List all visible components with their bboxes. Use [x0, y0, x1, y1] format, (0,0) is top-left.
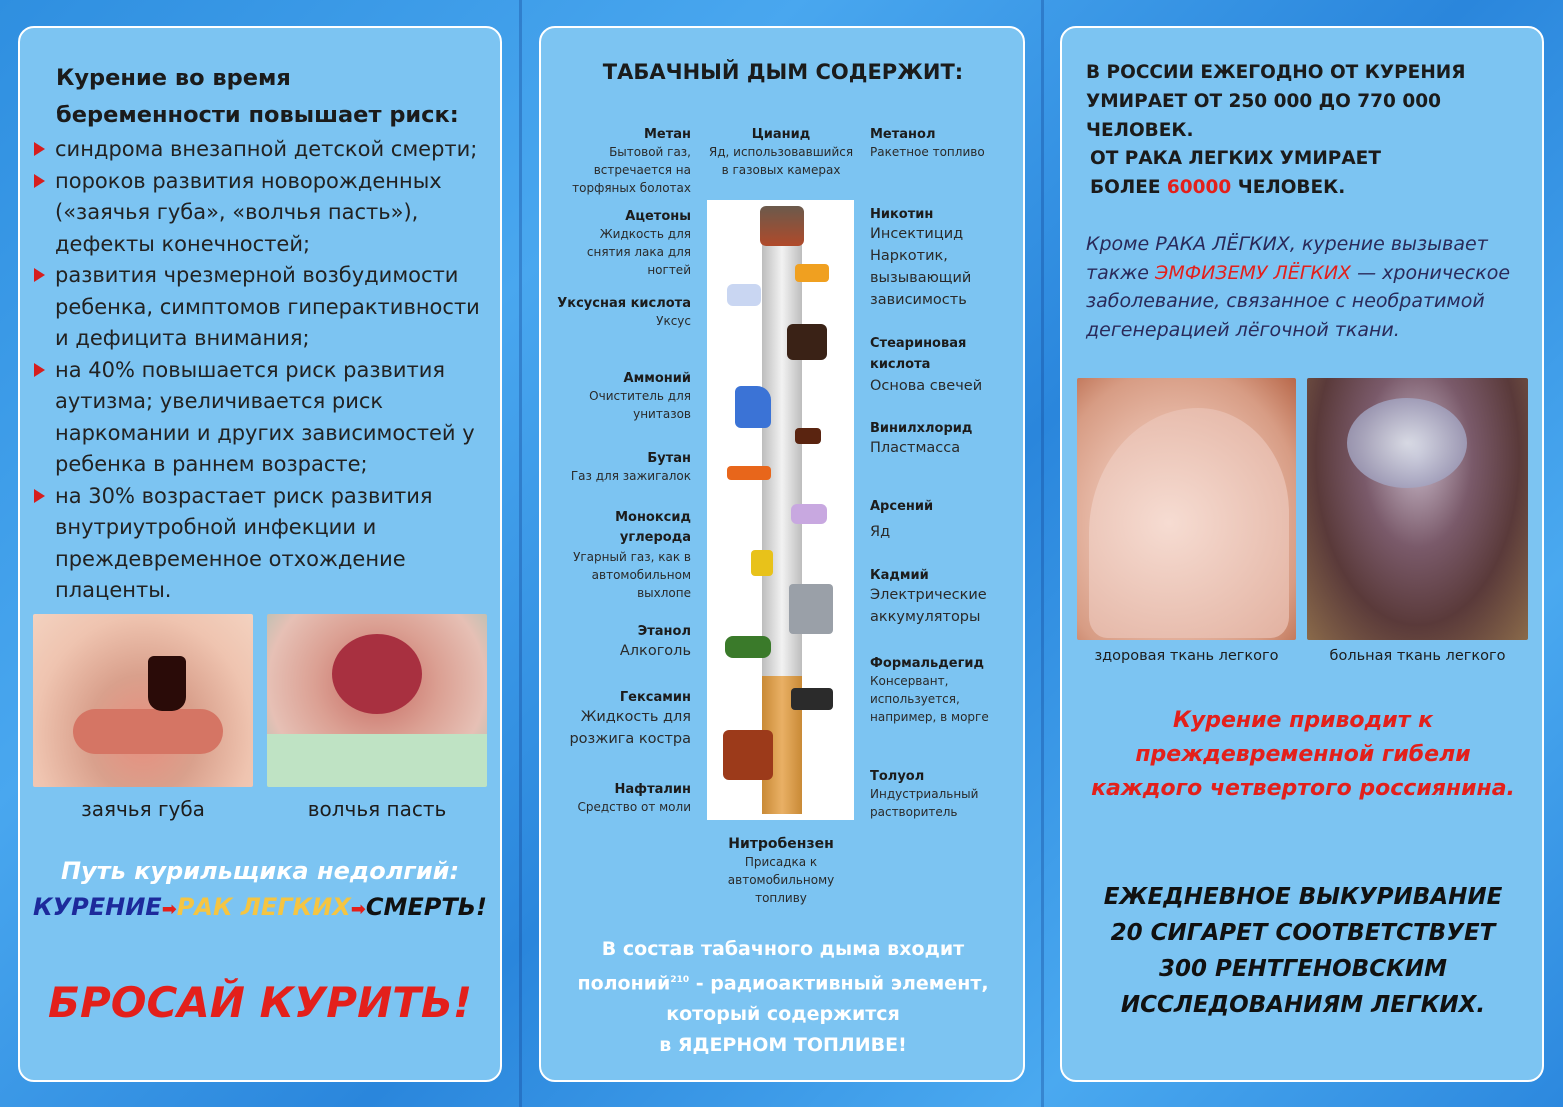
chem-naphthalene: Нафталин Средство от моли: [577, 782, 691, 814]
battery-icon: [787, 324, 827, 360]
bottle-icon: [727, 284, 761, 306]
cleft-lip-photo: [33, 614, 253, 787]
chem-vinyl-chloride: Винилхлорид Пластмасса: [870, 421, 973, 456]
chem-nitrobenzene: Нитробензен Присадка к автомобильному топливу: [727, 836, 835, 905]
quit-smoking-slogan: БРОСАЙ КУРИТЬ!: [47, 978, 473, 1027]
lung-cancer-stat: ОТ РАКА ЛЕГКИХ УМИРАЕТ БОЛЕЕ 60000 ЧЕЛОВЕК.: [1090, 148, 1381, 198]
emphysema-note: Кроме РАКА ЛЁГКИХ, курение вызывает также ЭМФИЗЕМУ ЛЁГКИХ — хроническое заболевание, связанное с необратимой дегенерацией лёгочной ткани.: [1086, 233, 1511, 341]
mouth-shape: [332, 634, 422, 714]
lung-damage-shape: [1347, 398, 1467, 488]
lip-shape: [73, 709, 223, 754]
path-cancer: РАК ЛЕГКИХ: [176, 893, 351, 921]
box-icon: [723, 730, 773, 780]
fold-line-left: [519, 0, 522, 1107]
chem-cadmium: Кадмий Электрические аккумуляторы: [870, 568, 987, 625]
xray-equivalence-note: ЕЖЕДНЕВНОЕ ВЫКУРИВАНИЕ 20 СИГАРЕТ СООТВЕТСТВУЕТ 300 РЕНТГЕНОВСКИМ ИССЛЕДОВАНИЯМ ЛЕГКИХ.: [1103, 884, 1503, 1018]
fold-line-right: [1041, 0, 1044, 1107]
russia-death-stat: В РОССИИ ЕЖЕГОДНО ОТ КУРЕНИЯ УМИРАЕТ ОТ 250 000 ДО 770 000 ЧЕЛОВЕК.: [1086, 62, 1466, 141]
left-title: Курение во время беременности повышает риск:: [56, 65, 459, 128]
list-item: развития чрезмерной возбудимости ребенка, симптомов гиперактивности и дефицита внимания;: [34, 260, 490, 355]
cleaner-icon: [735, 386, 771, 428]
middle-title: ТАБАЧНЫЙ ДЫМ СОДЕРЖИТ:: [602, 60, 964, 84]
cleft-palate-photo: [267, 614, 487, 787]
cleft-palate-caption: волчья пасть: [307, 797, 447, 821]
list-item: на 30% возрастает риск развития внутриутробной инфекции и преждевременное отхождение плаценты.: [34, 481, 490, 607]
can-icon: [791, 688, 833, 710]
chem-methane: Метан Бытовой газ, встречается на торфяных болотах: [572, 127, 691, 195]
chem-methanol: Метанол Ракетное топливо: [870, 127, 985, 159]
path-smoking: КУРЕНИЕ: [33, 893, 162, 921]
cleft-lip-caption: заячья губа: [81, 797, 205, 821]
diseased-lung-photo: [1307, 378, 1528, 640]
chem-nicotine: Никотин Инсектицид Наркотик, вызывающий зависимость: [870, 207, 972, 308]
chem-stearic-acid: Стеариновая кислота Основа свечей: [870, 336, 983, 394]
healthy-lung-photo: [1077, 378, 1296, 640]
lighter-icon: [727, 466, 771, 480]
lung-lobe-shape: [1089, 408, 1289, 638]
list-item: на 40% повышается риск развития аутизма; увеличивается риск наркомании и других зависимостей у ребенка в раннем возрасте;: [34, 355, 490, 481]
bottle-icon: [791, 504, 827, 524]
cigarette-ash: [760, 206, 804, 246]
chem-butane: Бутан Газ для зажигалок: [570, 451, 691, 483]
lighter-icon: [795, 264, 829, 282]
chem-ammonium: Аммоний Очиститель для унитазов: [589, 371, 691, 421]
arrow-icon: ➡: [161, 899, 177, 920]
diseased-lung-caption: больная ткань легкого: [1329, 648, 1506, 664]
canister-icon: [789, 584, 833, 634]
chem-arsenic: Арсений Яд: [870, 499, 934, 540]
path-death: СМЕРТЬ!: [365, 893, 487, 921]
smoker-path-chain: [20, 893, 500, 921]
chem-formaldehyde: Формальдегид Консервант, используется, например, в морге: [870, 656, 989, 724]
polonium-note: В состав табачного дыма входит полоний$^{210}$ - радиоактивный элемент, который содержится в ЯДЕРНОМ ТОПЛИВЕ!: [577, 938, 989, 1057]
can-icon: [751, 550, 773, 576]
chem-carbon-monoxide: Моноксид углерода Угарный газ, как в автомобильном выхлопе: [573, 510, 691, 600]
list-item: синдрома внезапной детской смерти;: [34, 134, 490, 166]
list-item: пороков развития новорожденных («заячья губа», «волчья пасть»), дефекты конечностей;: [34, 166, 490, 261]
chem-cyanide: Цианид Яд, использовавшийся в газовых камерах: [708, 127, 854, 177]
chem-ethanol: Этанол Алкоголь: [619, 624, 691, 659]
bottle-icon: [725, 636, 771, 658]
chem-acetone: Ацетоны Жидкость для снятия лака для ногтей: [586, 209, 691, 277]
chem-acetic-acid: Уксусная кислота Уксус: [557, 296, 691, 328]
risk-list: [34, 134, 490, 607]
blanket-shape: [267, 734, 487, 787]
cleft-gap: [148, 656, 186, 711]
smoker-path-heading: Путь курильщика недолгий:: [60, 857, 460, 885]
cigarette-illustration: [707, 200, 854, 820]
healthy-lung-caption: здоровая ткань легкого: [1094, 648, 1279, 664]
premature-death-note: Курение приводит к преждевременной гибели каждого четвертого россиянина.: [1091, 708, 1515, 801]
arrow-icon: ➡: [350, 899, 366, 920]
bottle-icon: [795, 428, 821, 444]
chem-toluene: Толуол Индустриальный растворитель: [870, 769, 979, 819]
chem-hexamine: Гексамин Жидкость для розжига костра: [569, 690, 691, 747]
